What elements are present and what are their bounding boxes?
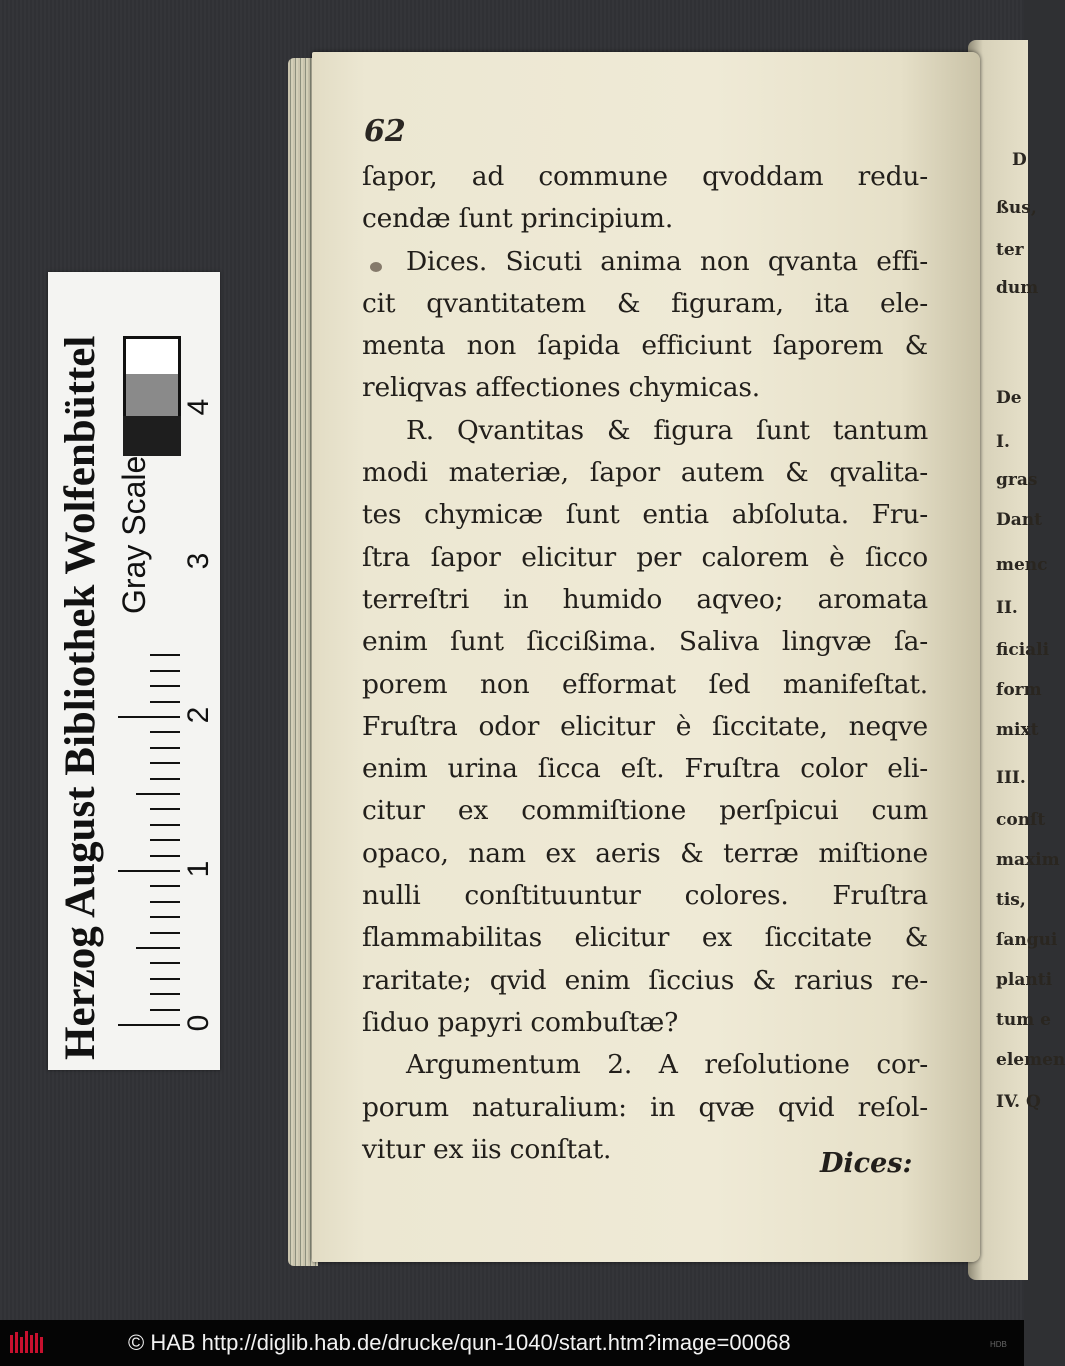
next-page-fragment: dum [996,278,1039,298]
ruler-tick [150,993,180,995]
next-page-fragment: maxim [996,850,1060,870]
ruler-tick [150,701,180,703]
ruler-tick [150,778,180,780]
ruler-tick [150,885,180,887]
text-line: flammabilitas elicitur ex ſiccitate & [362,922,928,954]
ruler-tick [136,947,180,949]
ruler-tick [150,932,180,934]
ruler-number: 3 [182,552,215,570]
next-page-fragment: elemen [996,1050,1065,1070]
next-page-fragment: gras [996,470,1038,490]
footer-copyright-link[interactable]: © HAB http://diglib.hab.de/drucke/qun-1040/start.htm?image=00068 [128,1330,791,1355]
ruler-tick [118,1024,180,1026]
next-page-fragment: De [996,388,1022,408]
ruler-tick [150,747,180,749]
next-page-fragment: Dant [996,510,1042,530]
next-page-fragment: form [996,680,1042,700]
catchword: Dices: [820,1148,913,1179]
ruler-tick [150,824,180,826]
text-line: reliqvas affectiones chymicas. [362,372,760,404]
text-line: tes chymicæ ſunt entia abſoluta. Fru- [362,499,928,531]
ruler-tick [150,962,180,964]
text-line: enim ſunt ſiccißima. Saliva lingvæ ſa- [362,626,928,658]
gray-swatch-black [123,416,181,456]
ruler-tick [150,731,180,733]
ruler-number: 2 [182,706,215,724]
text-line: cit qvantitatem & figuram, ita ele- [362,287,928,319]
text-line: terreſtri in humido aqveo; aromata [362,583,928,615]
text-line: ſapor, ad commune qvoddam redu- [362,161,928,192]
next-page-fragment: planti [996,970,1053,990]
next-page-fragment: ficiali [996,640,1050,660]
ruler-tick [136,793,180,795]
text-line: modi materiæ, ſapor autem & qvalita- [362,457,928,489]
text-line: ſtra ſapor elicitur per calorem è ſicco [362,541,928,573]
text-line: nulli conſtituuntur colores. Fruſtra [362,880,928,912]
text-line: opaco, nam ex aeris & terræ miſtione [362,837,928,869]
hab-logo-icon [8,1329,46,1357]
ruler-tick [150,916,180,918]
ruler-number: 0 [182,1014,215,1032]
text-line: enim urina ſicca eſt. Fruſtra color eli- [362,753,928,785]
gray-swatch-mid [123,374,181,416]
next-page-fragment: D [1012,150,1027,170]
ruler-number: 1 [182,860,215,878]
next-page-fragment: I. [996,432,1010,452]
text-line: menta non ſapida efficiunt ſaporem & [362,330,928,362]
ruler-number: 4 [182,398,215,416]
next-page-fragment: tis, [996,890,1026,910]
next-page-fragment: ſangui [996,930,1058,950]
text-line: porum naturalium: in qvæ qvid reſol- [362,1091,928,1123]
next-page-fragment: mixt [996,720,1039,740]
next-page-fragment: conſt [996,810,1046,830]
text-line: Argumentum 2. A reſolutione cor- [406,1049,928,1081]
ruler-tick [150,808,180,810]
gray-swatch-white [123,336,181,374]
ruler-tick [150,1009,180,1011]
text-line: Fruſtra odor elicitur è ſiccitate, neqve [362,710,928,742]
ruler-tick [150,685,180,687]
ruler-tick [118,870,180,872]
next-page-fragment: ter [996,240,1024,260]
text-line: ſiduo papyri combuſtæ? [362,1006,679,1038]
gray-scale-label: Gray Scale [116,455,152,614]
ruler-tick [150,901,180,903]
ruler-tick [150,654,180,656]
next-page-fragment: II. [996,598,1018,618]
text-line: R. Qvantitas & figura ſunt tantum [406,414,928,446]
text-line: citur ex commiſtione perſpicui cum [362,795,928,827]
next-page-fragment: menc [996,555,1048,575]
next-page-fragment: ßus, [996,198,1037,218]
footer-small-mark: HDB [990,1340,1007,1349]
ruler-tick [118,716,180,718]
text-line: raritate; qvid enim ſiccius & rarius re- [362,964,928,996]
text-line: Dices. Sicuti anima non qvanta effi- [406,245,928,277]
ruler-tick [150,839,180,841]
next-page-fragment: IV. Q [996,1092,1041,1112]
text-line: vitur ex iis conſtat. [362,1133,612,1165]
ruler-tick [150,670,180,672]
ruler-title: Herzog August Bibliothek Wolfenbüttel [57,335,104,1060]
text-line: porem non efformat ſed manifeſtat. [362,668,928,700]
text-line: cendæ ſunt principium. [362,203,674,235]
ruler-tick [150,855,180,857]
page-number: 62 [364,114,406,149]
page-text-block [362,156,928,1171]
next-page-fragment: III. [996,768,1026,788]
ruler-tick [150,762,180,764]
ruler-tick [150,978,180,980]
next-page-fragment: tum e [996,1010,1051,1030]
